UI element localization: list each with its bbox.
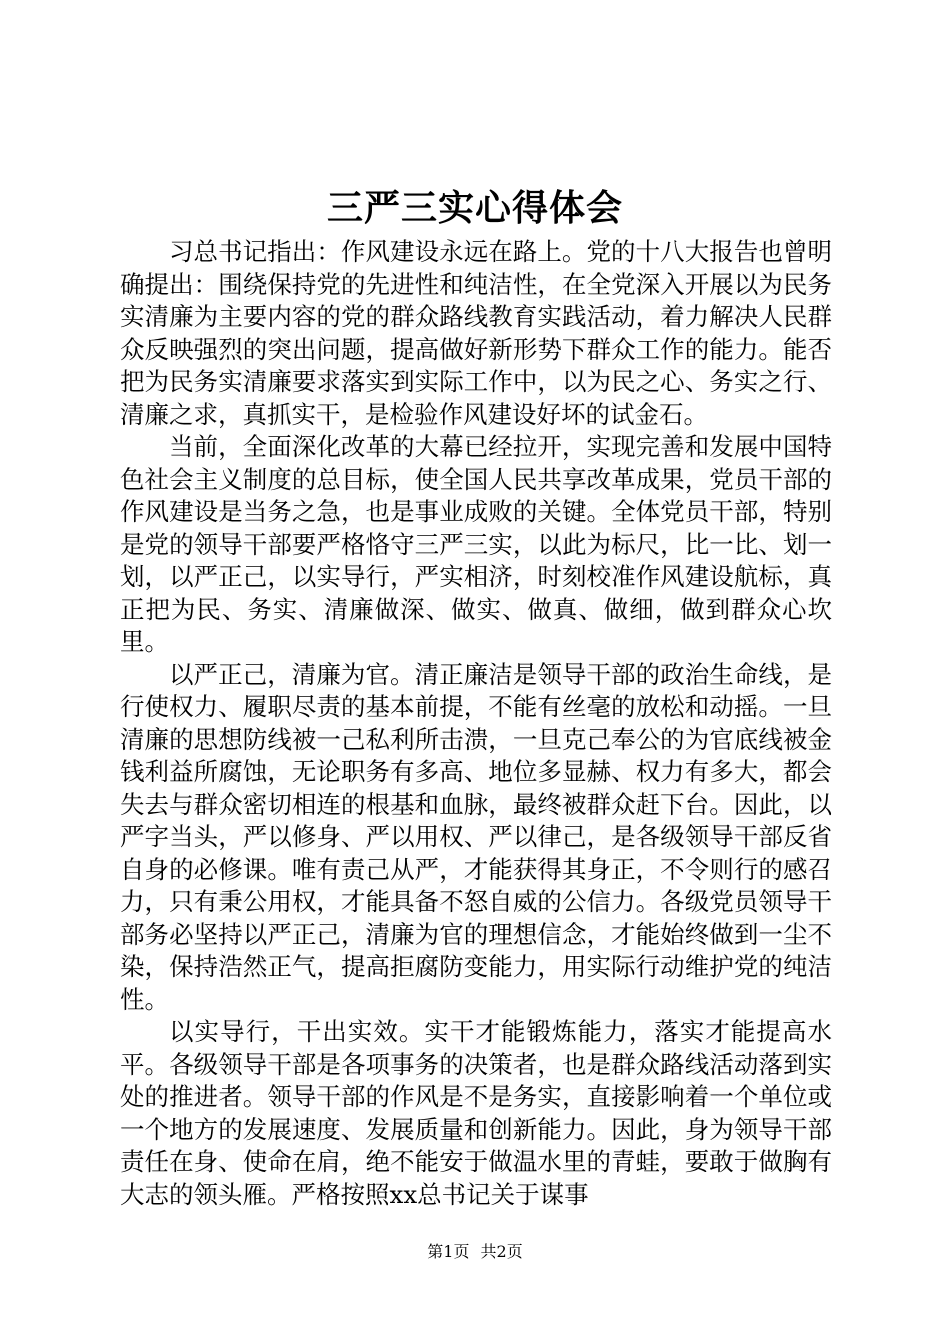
page-total: 共2页 — [480, 1242, 523, 1261]
paragraph-3: 以严正己，清廉为官。清正廉洁是领导干部的政治生命线，是行使权力、履职尽责的基本前提，不能有丝毫的放松和动摇。一旦清廉的思想防线被一己私利所击溃，一旦克己奉公的为官底线被金钱利益所腐蚀，无论职务有多高、地位多显赫、权力有多大，都会失去与群众密切相连的根基和血脉，最终被群众赶下台。因此，以严字当头，严以修身、严以用权、严以律己，是各级领导干部反省自身的必修课。唯有责己从严，才能获得其身正，不令则行的感召力，只有秉公用权，才能具备不怒自威的公信力。各级党员领导干部务必坚持以严正己，清廉为官的理想信念，才能始终做到一尘不染，保持浩然正气，提高拒腐防变能力，用实际行动维护党的纯洁性。 — [120, 659, 832, 1014]
document-title: 三严三实心得体会 — [326, 187, 623, 229]
document-body — [120, 236, 832, 1211]
paragraph-4: 以实导行，干出实效。实干才能锻炼能力，落实才能提高水平。各级领导干部是各项事务的决策者，也是群众路线活动落到实处的推进者。领导干部的作风是不是务实，直接影响着一个单位或一个地方的发展速度、发展质量和创新能力。因此，身为领导干部责任在身、使命在肩，绝不能安于做温水里的青蛙，要敢于做胸有大志的领头雁。严格按照xx总书记关于谋事 — [120, 1017, 832, 1209]
page-footer — [0, 1240, 950, 1264]
paragraph-2: 当前，全面深化改革的大幕已经拉开，实现完善和发展中国特色社会主义制度的总目标，使全国人民共享改革成果，党员干部的作风建设是当务之急，也是事业成败的关键。全体党员干部，特别是党的领导干部要严格恪守三严三实，以此为标尺，比一比、划一划，以严正己，以实导行，严实相济，时刻校准作风建设航标，真正把为民、务实、清廉做深、做实、做真、做细，做到群众心坎里。 — [120, 432, 832, 656]
page-number: 第1页 — [427, 1242, 470, 1261]
paragraph-1: 习总书记指出：作风建设永远在路上。党的十八大报告也曾明确提出：围绕保持党的先进性和纯洁性，在全党深入开展以为民务实清廉为主要内容的党的群众路线教育实践活动，着力解决人民群众反映强烈的突出问题，提高做好新形势下群众工作的能力。能否把为民务实清廉要求落实到实际工作中，以为民之心、务实之行、清廉之求，真抓实干，是检验作风建设好坏的试金石。 — [120, 237, 832, 429]
